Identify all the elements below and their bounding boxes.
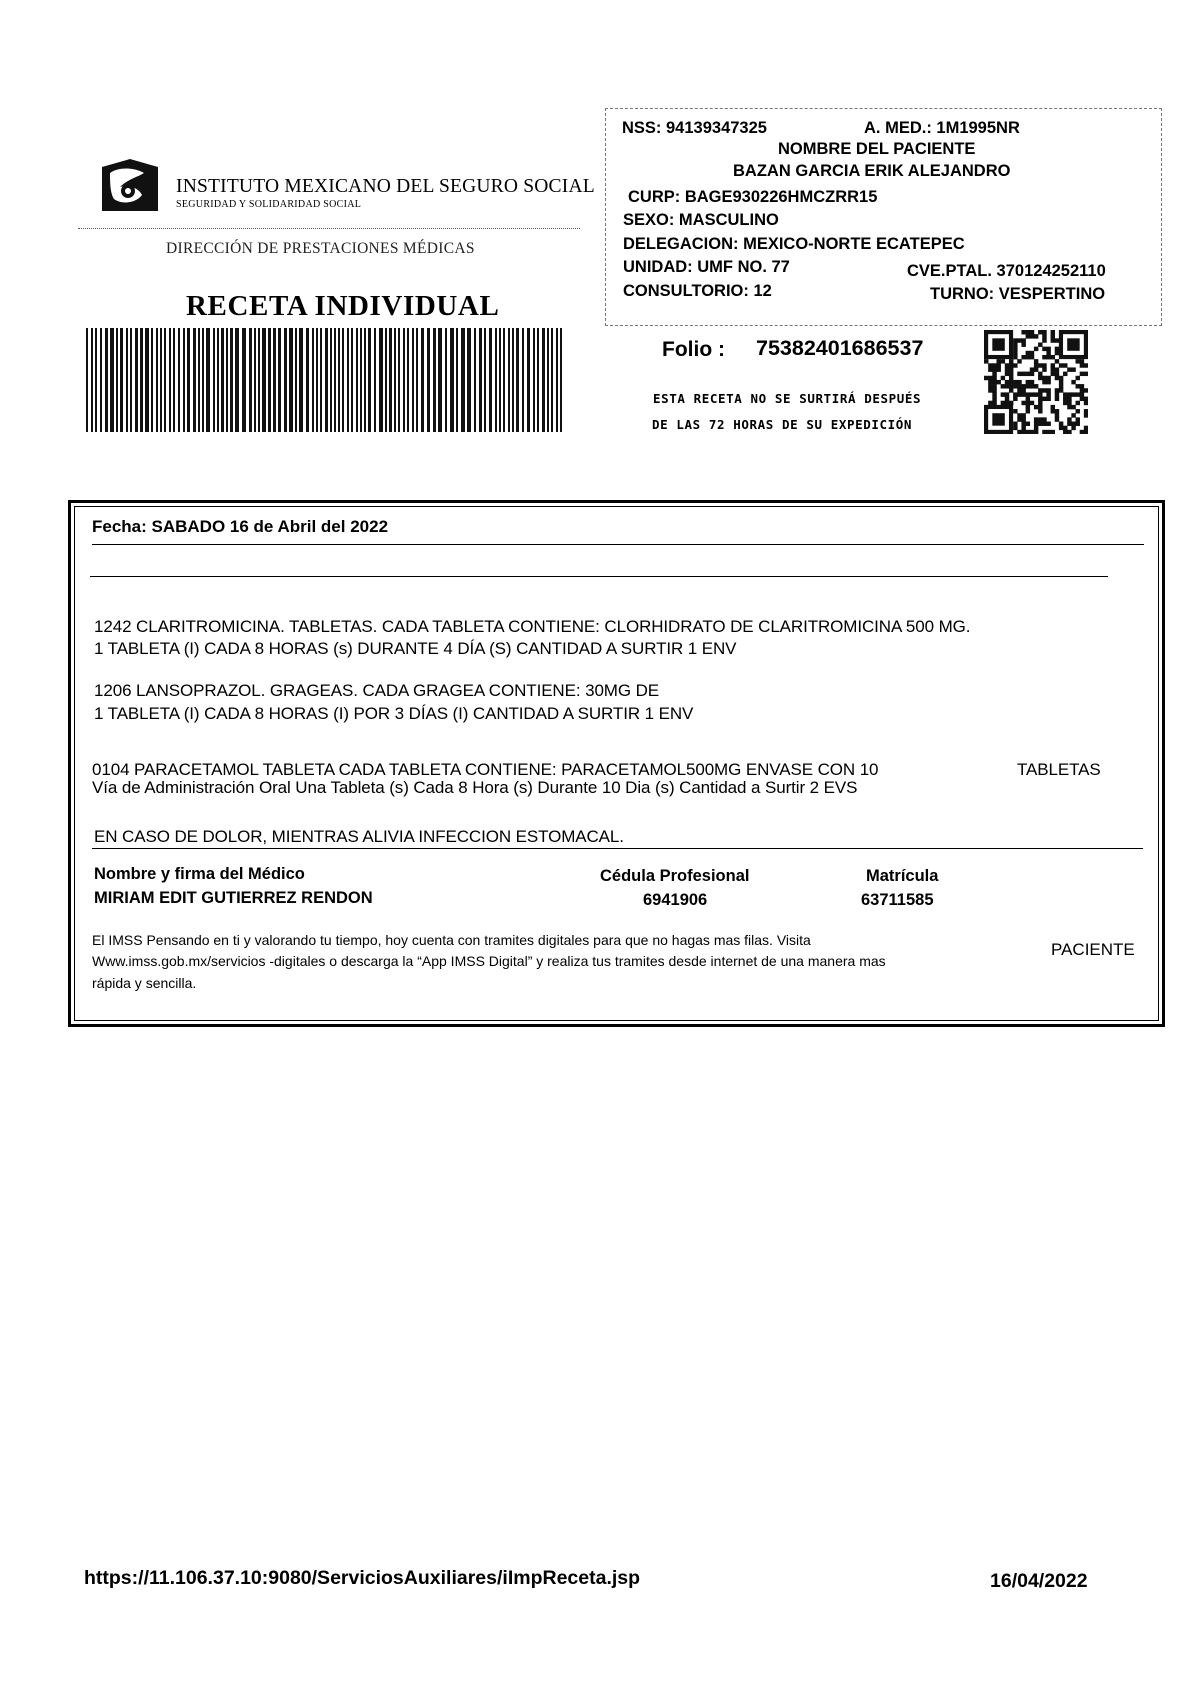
medication-3-dosage: Vía de Administración Oral Una Tableta (s) Cada 8 Hora (s) Durante 10 Dia (s) Cantidad a Surtir 2 EVS [92, 778, 858, 797]
barcode-image [86, 328, 566, 432]
imss-eagle-icon [98, 157, 162, 215]
medication-3-description: 0104 PARACETAMOL TABLETA CADA TABLETA CONTIENE: PARACETAMOL500MG ENVASE CON 10 [92, 760, 879, 779]
imss-digital-note-line3: rápida y sencilla. [92, 975, 197, 991]
divider-line [92, 848, 1143, 849]
a-med-field: A. MED.: 1M1995NR [864, 119, 1020, 137]
direccion-label: DIRECCIÓN DE PRESTACIONES MÉDICAS [166, 240, 475, 257]
indications-text: EN CASO DE DOLOR, MIENTRAS ALIVIA INFECCION ESTOMACAL. [94, 827, 624, 846]
matricula-label: Matrícula [866, 867, 939, 885]
imss-digital-note-line1: El IMSS Pensando en ti y valorando tu tiempo, hoy cuenta con tramites digitales para que no hagas mas filas. Visita [92, 932, 811, 948]
imss-digital-note-line2: Www.imss.gob.mx/servicios -digitales o descarga la “App IMSS Digital” y realiza tus tramites desde internet de una manera mas [92, 953, 886, 969]
copy-label: PACIENTE [1051, 940, 1135, 959]
nss-field: NSS: 94139347325 [622, 119, 767, 137]
divider-line [92, 544, 1144, 545]
folio-label: Folio : [662, 338, 725, 361]
medication-2-dosage: 1 TABLETA (I) CADA 8 HORAS (I) POR 3 DÍAS (I) CANTIDAD A SURTIR 1 ENV [94, 704, 694, 723]
medication-1-dosage: 1 TABLETA (I) CADA 8 HORAS (s) DURANTE 4 DÍA (S) CANTIDAD A SURTIR 1 ENV [94, 639, 737, 658]
medication-3-description-tail: TABLETAS [1017, 760, 1101, 779]
cedula-value: 6941906 [643, 891, 708, 909]
doctor-label: Nombre y firma del Médico [94, 865, 305, 883]
institution-subtitle: SEGURIDAD Y SOLIDARIDAD SOCIAL [176, 199, 362, 210]
doctor-name: MIRIAM EDIT GUTIERREZ RENDON [94, 889, 373, 907]
institution-name: INSTITUTO MEXICANO DEL SEGURO SOCIAL [176, 176, 595, 197]
matricula-value: 63711585 [861, 891, 934, 909]
curp-field: CURP: BAGE930226HMCZRR15 [628, 188, 878, 206]
qr-code-image [984, 330, 1088, 434]
patient-name-label: NOMBRE DEL PACIENTE [778, 140, 976, 158]
header-divider [78, 228, 580, 229]
expiry-warning-line1: ESTA RECETA NO SE SURTIRÁ DESPUÉS [653, 391, 922, 406]
cve-ptal-field: CVE.PTAL. 370124252110 [907, 262, 1106, 280]
delegacion-field: DELEGACION: MEXICO-NORTE ECATEPEC [623, 235, 965, 253]
page-title: RECETA INDIVIDUAL [186, 290, 500, 322]
medication-2-description: 1206 LANSOPRAZOL. GRAGEAS. CADA GRAGEA CONTIENE: 30MG DE [94, 681, 660, 700]
folio-number: 75382401686537 [756, 336, 924, 360]
turno-field: TURNO: VESPERTINO [930, 285, 1106, 303]
divider-line [90, 576, 1108, 577]
unidad-field: UNIDAD: UMF NO. 77 [623, 258, 790, 276]
sexo-field: SEXO: MASCULINO [623, 211, 779, 229]
expiry-warning-line2: DE LAS 72 HORAS DE SU EXPEDICIÓN [652, 417, 913, 432]
print-date: 16/04/2022 [990, 1570, 1088, 1592]
print-url: https://11.106.37.10:9080/ServiciosAuxiliares/iImpReceta.jsp [84, 1567, 641, 1589]
consultorio-field: CONSULTORIO: 12 [623, 282, 772, 300]
patient-name: BAZAN GARCIA ERIK ALEJANDRO [733, 162, 1011, 180]
cedula-label: Cédula Profesional [600, 867, 750, 885]
prescription-date: Fecha: SABADO 16 de Abril del 2022 [92, 517, 389, 536]
medication-1-description: 1242 CLARITROMICINA. TABLETAS. CADA TABLETA CONTIENE: CLORHIDRATO DE CLARITROMICINA 500 MG. [94, 617, 971, 636]
